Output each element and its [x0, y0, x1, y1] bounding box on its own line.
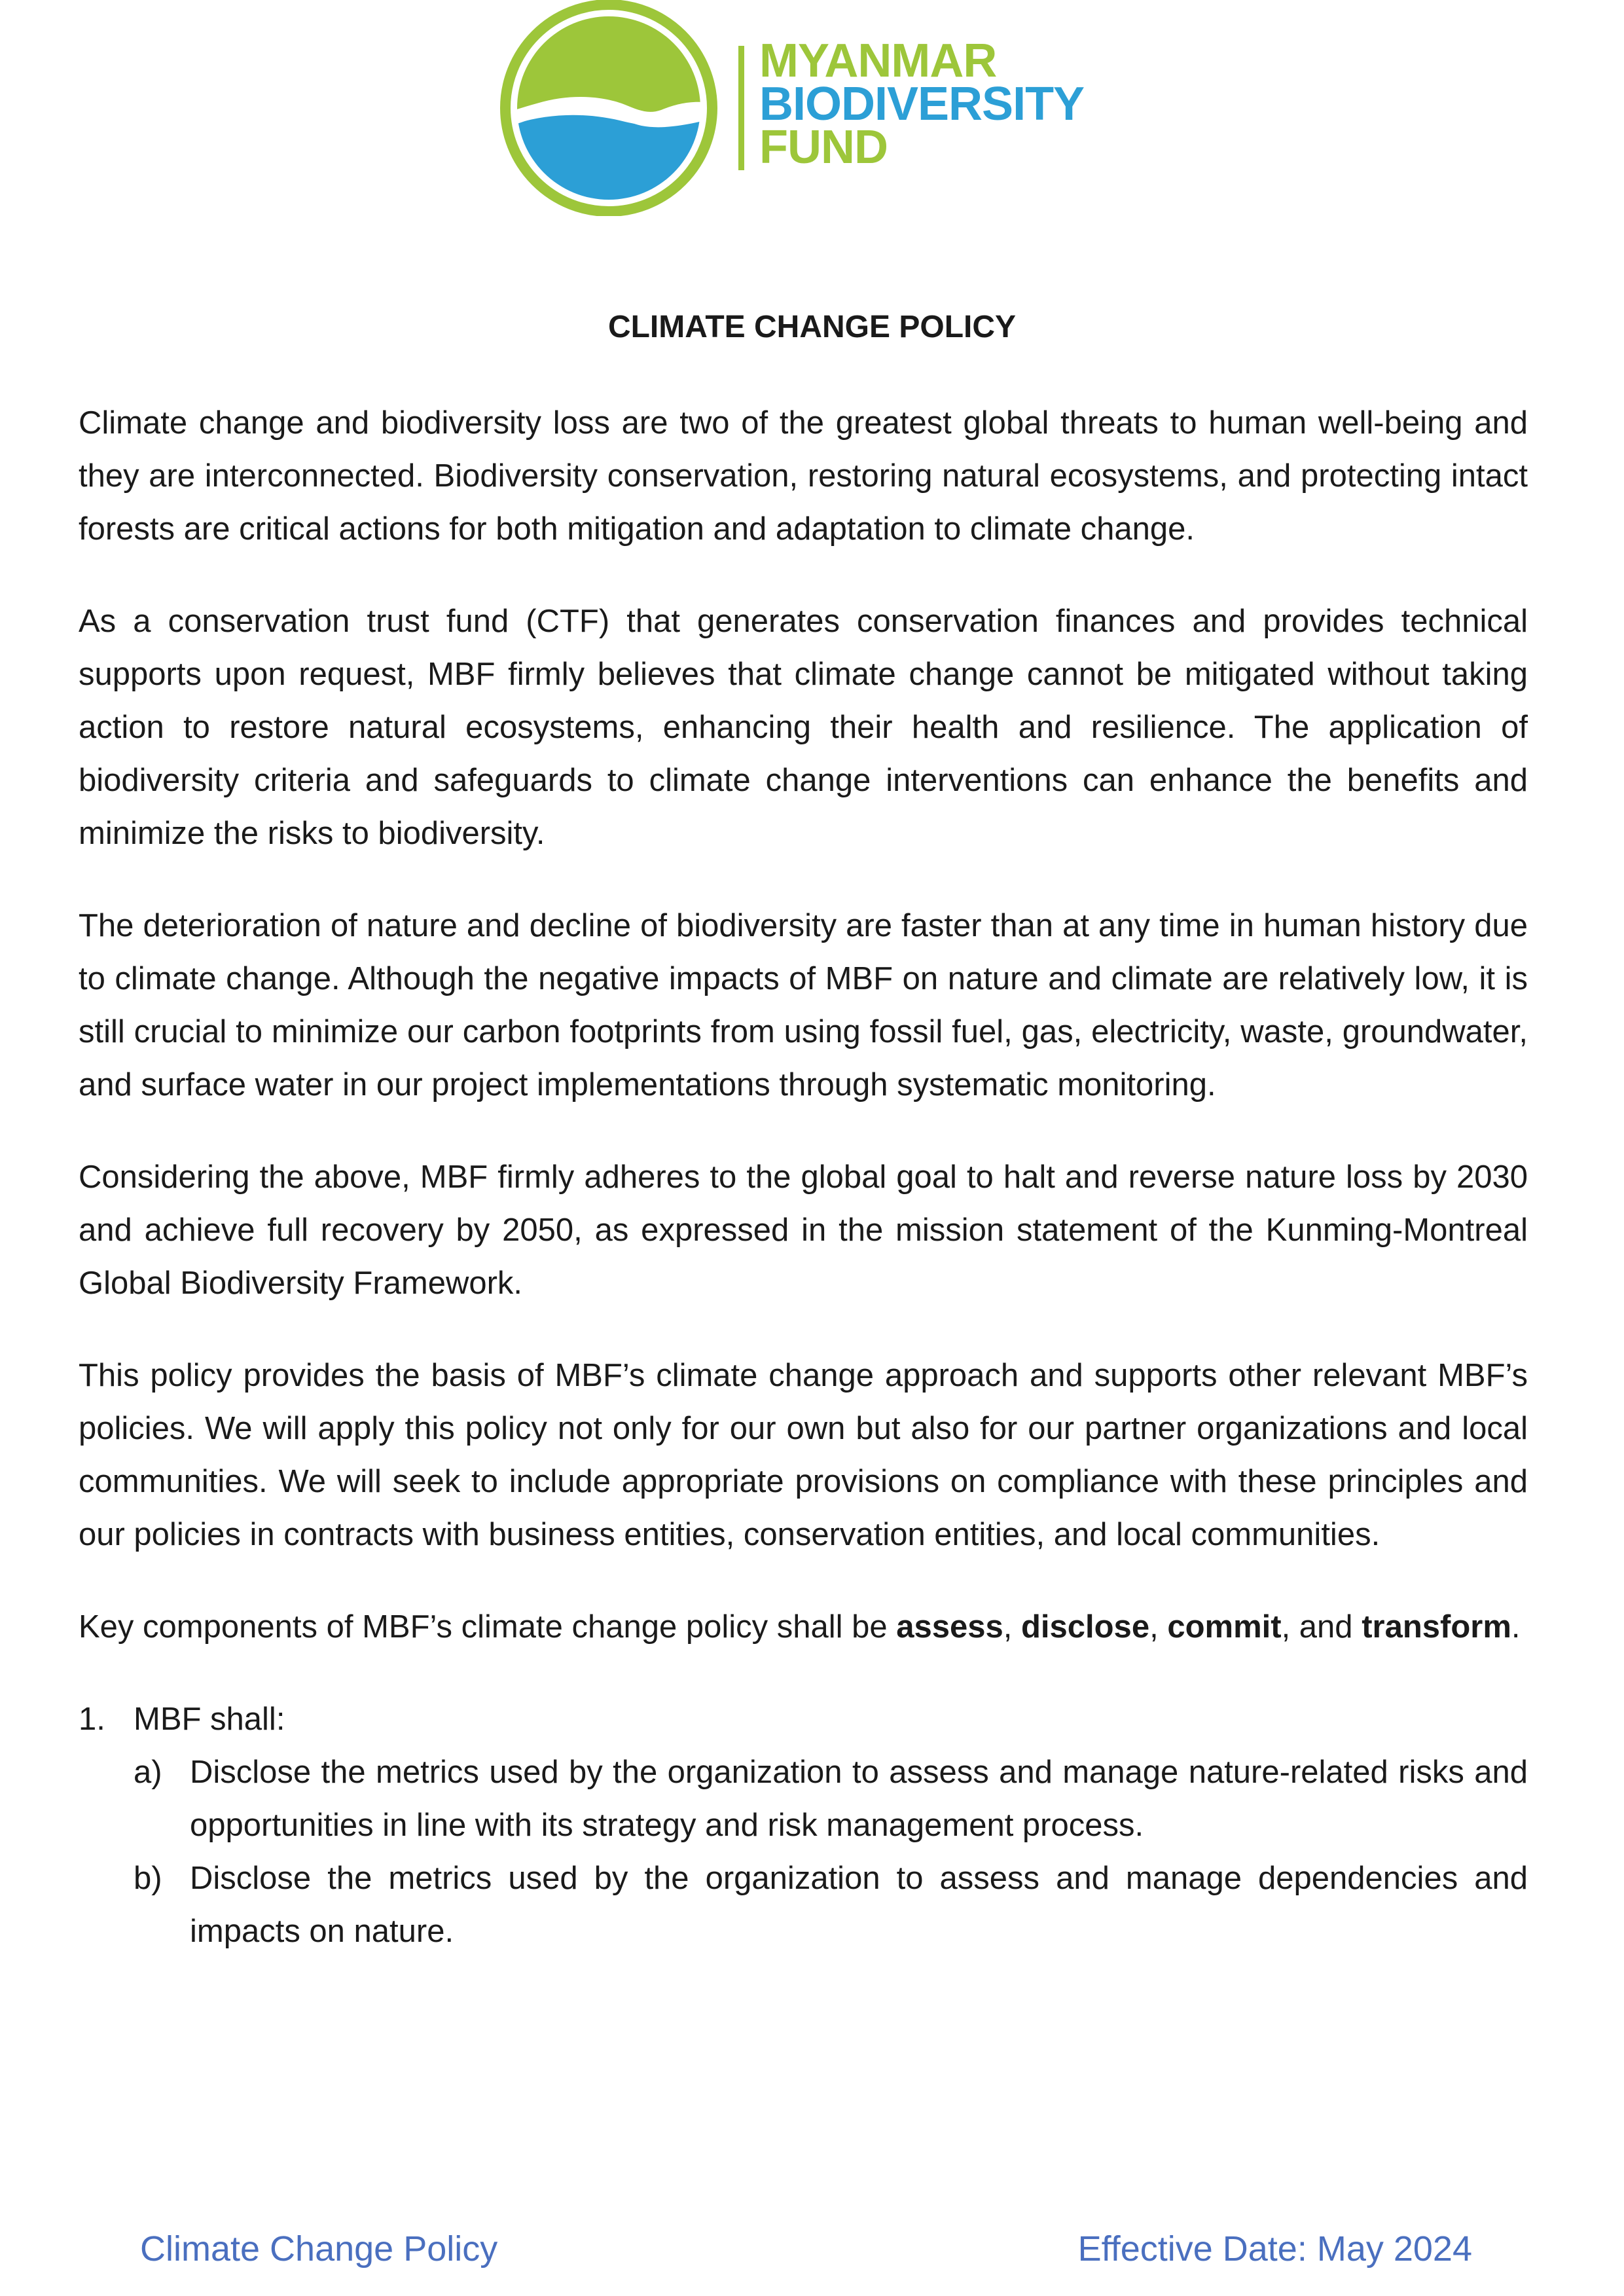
logo-emblem-icon: [497, 0, 720, 216]
paragraph-2: As a conservation trust fund (CTF) that generates conservation finances and provides technical supports upon request, MBF firmly believes that climate change cannot be mitigated without taking action to restore natural ecosystems, enhancing their health and resilience. The application of biodiversity criteria and safeguards to climate change interventions can enhance the benefits and minimize the risks to biodiversity.: [79, 604, 1528, 851]
logo-text-line-1: MYANMAR: [759, 35, 997, 87]
footer-effective-date: Effective Date: May 2024: [1077, 2229, 1472, 2269]
paragraph-5: This policy provides the basis of MBF’s climate change approach and supports other relevant MBF’s policies. We will apply this policy not only for our own but also for our partner organizations and local communities. We will seek to include appropriate provisions on compliance with these principles and our policies in contracts with business entities, conservation entities, and local communities.: [79, 1358, 1528, 1552]
sub-list: [134, 1746, 1528, 1958]
document-body: [79, 397, 1528, 1958]
page-header: [0, 0, 1624, 223]
logo-text-line-2: BIODIVERSITY: [759, 78, 1085, 130]
paragraph-3: The deterioration of nature and decline of biodiversity are faster than at any time in human history due to climate change. Although the negative impacts of MBF on nature and climate are relatively low, it is still crucial to minimize our carbon footprints from using fossil fuel, gas, electricity, waste, groundwater, and surface water in our project implementations through systematic monitoring.: [79, 908, 1528, 1102]
page-footer: [0, 2226, 1624, 2278]
key-components-separator-2: ,: [1149, 1609, 1168, 1645]
key-components-prefix: Key components of MBF’s climate change policy shall be: [79, 1609, 897, 1645]
key-components-suffix: .: [1511, 1609, 1521, 1645]
list-item-label: MBF shall:: [134, 1702, 285, 1737]
key-components-separator-3: , and: [1281, 1609, 1362, 1645]
sub-list-item-b: [134, 1852, 1528, 1958]
list-number: 1.: [79, 1702, 105, 1737]
sub-list-marker: a): [134, 1755, 162, 1790]
logo-wordmark: [759, 35, 1085, 173]
sub-list-item-a: [134, 1746, 1528, 1852]
paragraph-4: Considering the above, MBF firmly adheres to the global goal to halt and reverse nature loss by 2030 and achieve full recovery by 2050, as expressed in the mission statement of the Kunming-Montreal Global Biodiversity Framework.: [79, 1159, 1528, 1301]
key-term-assess: assess: [896, 1609, 1003, 1645]
key-term-disclose: disclose: [1020, 1609, 1150, 1645]
key-term-commit: commit: [1167, 1609, 1282, 1645]
paragraph-1: Climate change and biodiversity loss are two of the greatest global threats to human well-being and they are interconnected. Biodiversity conservation, restoring natural ecosystems, and protecting intact forests are critical actions for both mitigation and adaptation to climate change.: [79, 405, 1528, 547]
document-title: CLIMATE CHANGE POLICY: [607, 310, 1017, 344]
list-item: [79, 1693, 1528, 1958]
sub-list-text: Disclose the metrics used by the organization to assess and manage nature-related risks and opportunities in line with its strategy and risk management process.: [190, 1755, 1528, 1843]
key-term-transform: transform: [1362, 1609, 1511, 1645]
footer-document-name: Climate Change Policy: [140, 2229, 498, 2269]
sub-list-text: Disclose the metrics used by the organization to assess and manage dependencies and impacts on nature.: [190, 1861, 1528, 1949]
policy-list: [79, 1693, 1528, 1958]
key-components-separator-1: ,: [1003, 1609, 1021, 1645]
logo-divider: [738, 46, 744, 170]
key-components-paragraph: [79, 1601, 1528, 1654]
organization-logo: [497, 0, 1126, 223]
logo-text-line-3: FUND: [759, 121, 888, 173]
sub-list-marker: b): [134, 1861, 162, 1896]
